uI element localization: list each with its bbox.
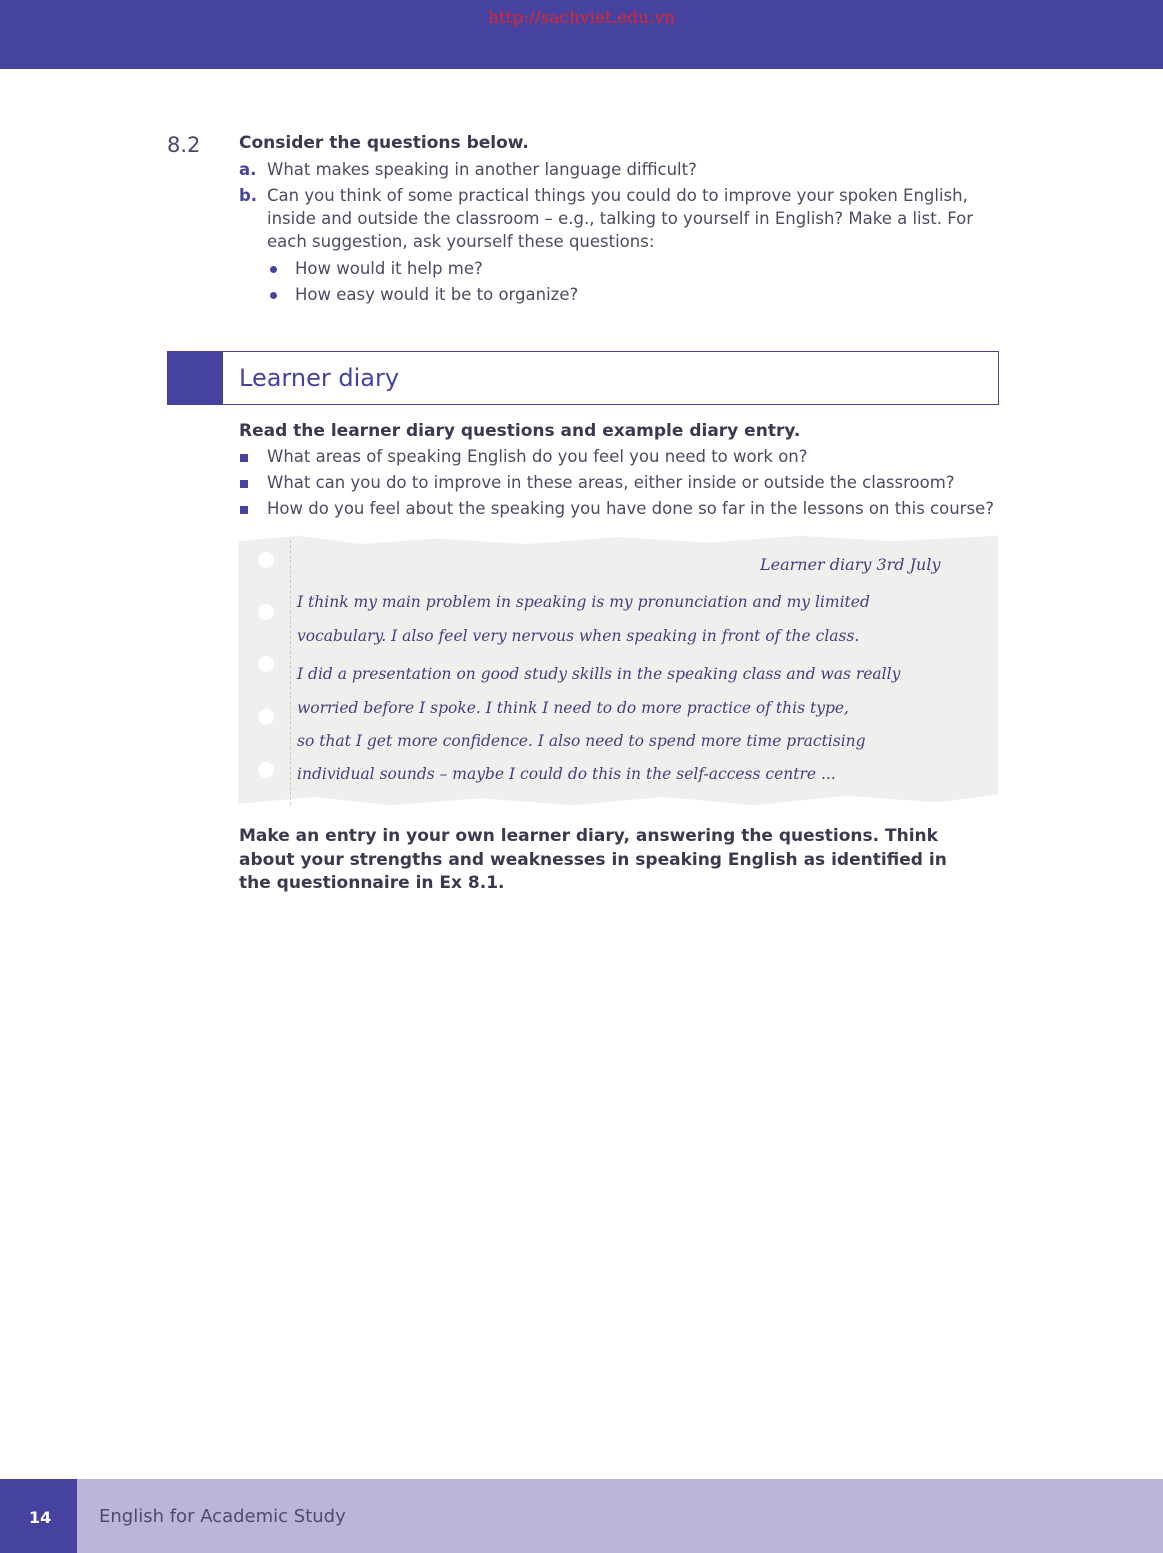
item-a-text: What makes speaking in another language difficult? [267, 160, 697, 179]
diary-entry-date: Learner diary 3rd July [760, 555, 941, 574]
bullet-dot [270, 292, 277, 299]
section-heading: Learner diary [239, 364, 400, 392]
punch-hole [258, 552, 274, 568]
punch-hole [258, 656, 274, 672]
diary-entry-line: individual sounds – maybe I could do this in the self-access centre ... [297, 765, 836, 783]
exercise-title: Consider the questions below. [239, 133, 529, 153]
watermark-url[interactable]: http://sachviet.edu.vn [487, 8, 676, 28]
square-bullet [240, 506, 248, 514]
bullet-item: How would it help me? [295, 259, 483, 278]
page-number-box [0, 1479, 77, 1553]
diary-entry-line: so that I get more confidence. I also need to spend more time practising [297, 732, 866, 750]
item-b-letter: b. [239, 186, 258, 205]
exercise-number: 8.2 [167, 133, 201, 157]
section-marker [167, 351, 223, 405]
item-a-letter: a. [239, 160, 257, 179]
diary-entry-line: worried before I spoke. I think I need to do more practice of this type, [297, 699, 849, 717]
square-bullet [240, 454, 248, 462]
punch-hole [258, 604, 274, 620]
diary-instruction: Read the learner diary questions and example diary entry. [239, 421, 801, 441]
diary-question: How do you feel about the speaking you have done so far in the lessons on this course? [267, 499, 994, 518]
bullet-dot [270, 266, 277, 273]
diary-entry-line: vocabulary. I also feel very nervous when speaking in front of the class. [297, 627, 860, 645]
diary-entry-line: I think my main problem in speaking is my pronunciation and my limited [297, 593, 870, 611]
diary-entry-line: I did a presentation on good study skills in the speaking class and was really [297, 665, 901, 683]
item-b-text-line3: each suggestion, ask yourself these questions: [267, 232, 655, 251]
page-number: 14 [29, 1508, 52, 1527]
diary-task: Make an entry in your own learner diary, answering the questions. Think about your strengths and weaknesses in speaking English as identified in the questionnaire in Ex 8.1. [239, 826, 947, 893]
diary-question: What areas of speaking English do you feel you need to work on? [267, 447, 808, 466]
item-b-text-line2: inside and outside the classroom – e.g., talking to yourself in English? Make a list. For [267, 209, 973, 228]
square-bullet [240, 480, 248, 488]
paper-margin-line [290, 540, 291, 805]
punch-hole [258, 762, 274, 778]
diary-question: What can you do to improve in these areas, either inside or outside the classroom? [267, 473, 955, 492]
bullet-item: How easy would it be to organize? [295, 285, 579, 304]
item-b-text-line1: Can you think of some practical things you could do to improve your spoken English, [267, 186, 968, 205]
book-title: English for Academic Study [99, 1506, 346, 1527]
punch-hole [258, 709, 274, 725]
